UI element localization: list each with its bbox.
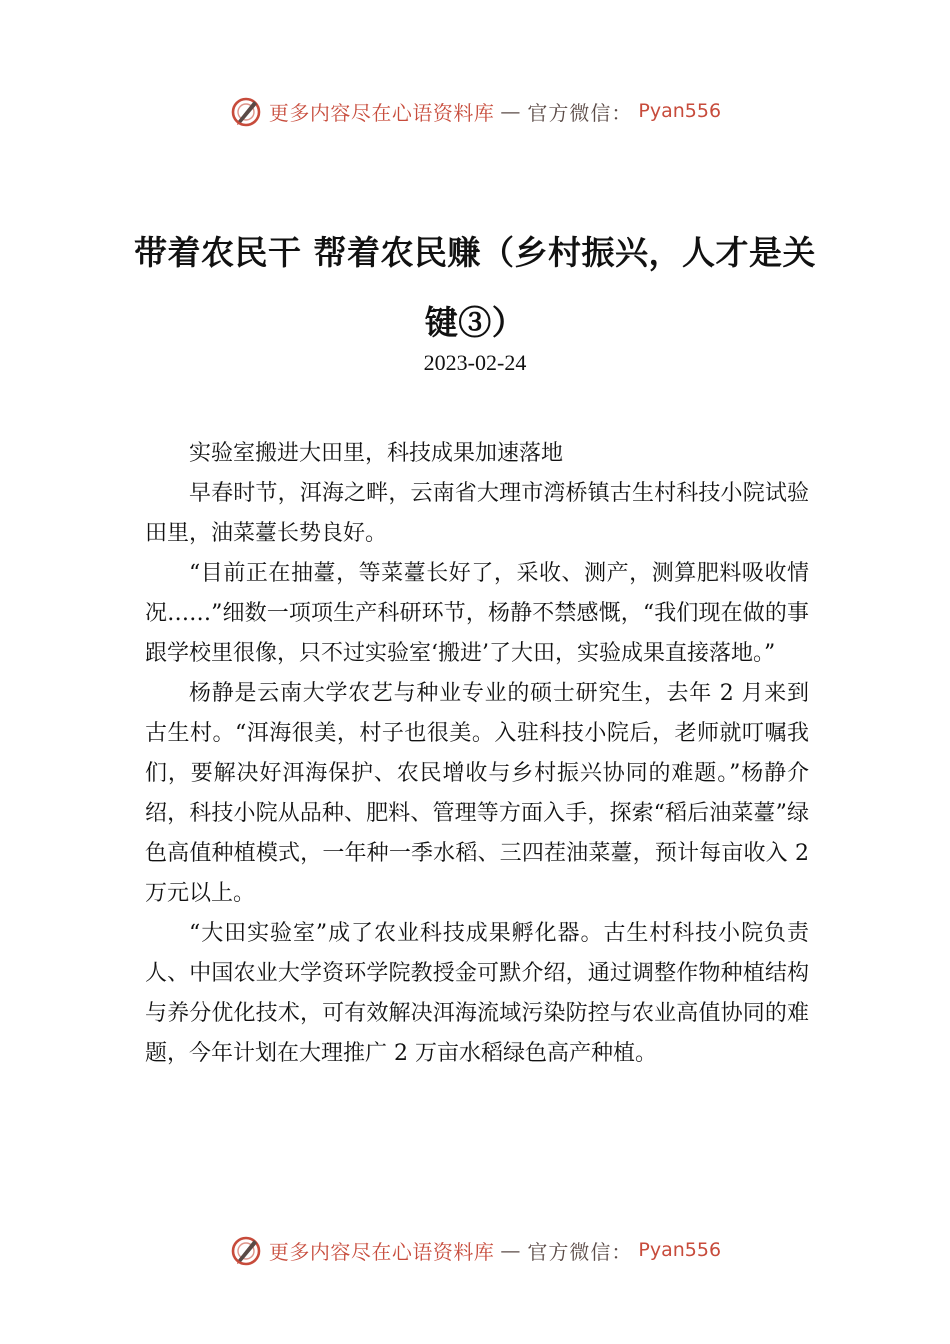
watermark-site-text: 更多内容尽在心语资料库 bbox=[268, 100, 495, 125]
article-date: 2023-02-24 bbox=[423, 350, 527, 375]
footer-watermark bbox=[0, 1233, 950, 1267]
watermark-separator: — bbox=[500, 99, 522, 123]
article-body bbox=[145, 434, 809, 1074]
watermark-site-text: 更多内容尽在心语资料库 bbox=[268, 1239, 495, 1264]
watermark-wechat-id: Pyan556 bbox=[638, 100, 722, 122]
article-title: 带着农民干 帮着农民赚（乡村振兴，人才是关键③） bbox=[134, 233, 816, 342]
watermark-wechat-id: Pyan556 bbox=[638, 1239, 722, 1261]
pen-logo-icon bbox=[229, 94, 263, 128]
header-watermark bbox=[0, 94, 950, 128]
article-paragraph: 杨静是云南大学农艺与种业专业的硕士研究生，去年 2 月来到古生村。“洱海很美，村子也很美。入驻科技小院后，老师就叮嘱我们，要解决好洱海保护、农民增收与乡村振兴协同的难题。”杨静介绍，科技小院从品种、肥料、管理等方面入手，探索“稻后油菜薹”绿色高值种植模式，一年种一季水稻、三四茬油菜薹，预计每亩收入 2 万元以上。 bbox=[145, 681, 809, 906]
watermark-label: 官方微信： bbox=[527, 100, 633, 125]
article-paragraph: 早春时节，洱海之畔，云南省大理市湾桥镇古生村科技小院试验田里，油菜薹长势良好。 bbox=[145, 481, 809, 546]
watermark-label: 官方微信： bbox=[527, 1239, 633, 1264]
article-paragraph: “目前正在抽薹，等菜薹长好了，采收、测产，测算肥料吸收情况……”细数一项项生产科研环节，杨静不禁感慨，“我们现在做的事跟学校里很像，只不过实验室‘搬进’了大田，实验成果直接落地。” bbox=[145, 561, 809, 666]
pen-logo-icon bbox=[229, 1233, 263, 1267]
article-paragraph: 实验室搬进大田里，科技成果加速落地 bbox=[189, 441, 564, 466]
article-paragraph: “大田实验室”成了农业科技成果孵化器。古生村科技小院负责人、中国农业大学资环学院教授金可默介绍，通过调整作物种植结构与养分优化技术，可有效解决洱海流域污染防控与农业高值协同的难题，今年计划在大理推广 2 万亩水稻绿色高产种植。 bbox=[145, 921, 809, 1066]
watermark-separator: — bbox=[500, 1238, 522, 1262]
